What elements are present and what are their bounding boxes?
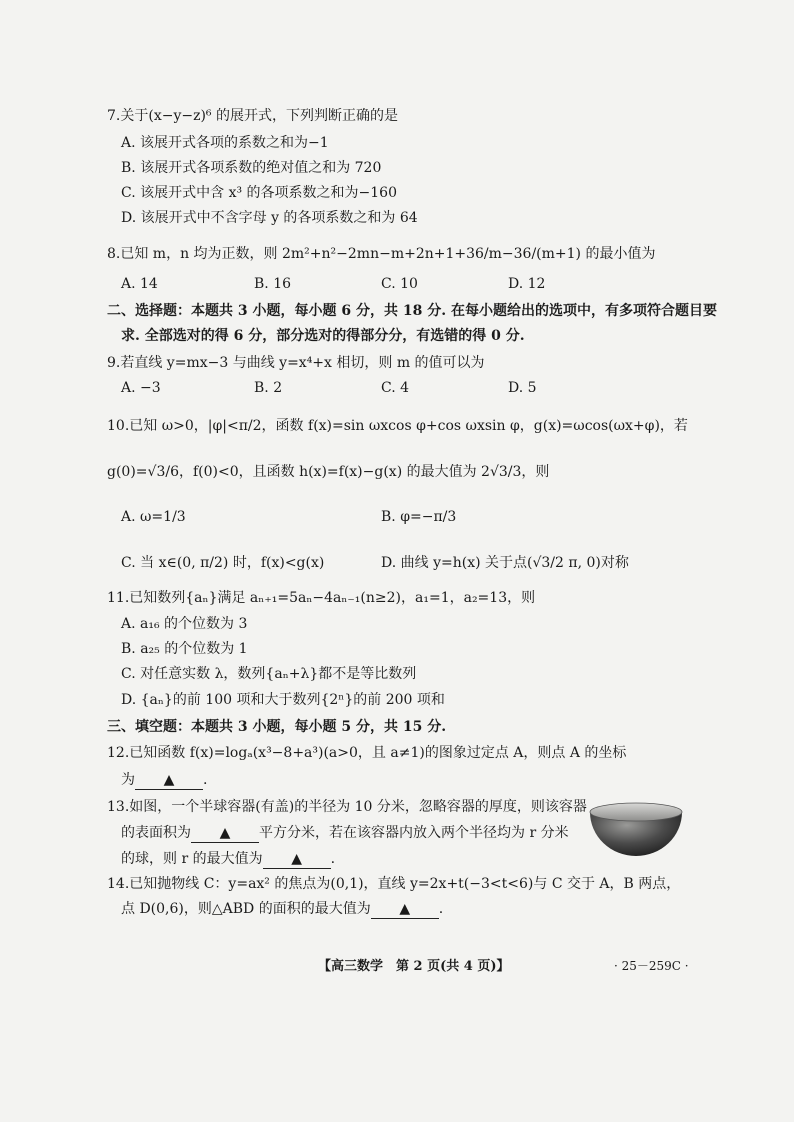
q10-option-a: A. ω=1/3: [121, 509, 186, 525]
q13-stem-line3: 的球，则 r 的最大值为 ▲ .: [121, 851, 336, 867]
q10-stem-line1: 10.已知 ω>0，|φ|<π/2，函数 f(x)=sin ωxcos φ+cos ωxsin φ，g(x)=ωcos(ωx+φ)，若: [107, 418, 688, 434]
q8-option-d: D. 12: [508, 276, 546, 292]
q8-option-b: B. 16: [254, 276, 292, 292]
q8-option-c: C. 10: [381, 276, 418, 292]
q9-option-d: D. 5: [508, 380, 537, 396]
answer-triangle-icon: ▲: [399, 901, 411, 917]
q8-stem: 8.已知 m，n 均为正数，则 2m²+n²−2mn−m+2n+1+36/m−36/(m+1) 的最小值为: [107, 246, 656, 262]
answer-triangle-icon: ▲: [219, 825, 231, 841]
q13-stem-line1: 13.如图，一个半球容器(有盖)的半径为 10 分米，忽略容器的厚度，则该容器: [107, 799, 587, 815]
q11-stem: 11.已知数列{aₙ}满足 aₙ₊₁=5aₙ−4aₙ₋₁(n≥2)，a₁=1，a₂=13，则: [107, 590, 536, 606]
q9-option-b: B. 2: [254, 380, 283, 396]
q13-stem-line2: 的表面积为 ▲ 平方分米，若在该容器内放入两个半径均为 r 分米: [121, 825, 569, 841]
q9-stem: 9.若直线 y=mx−3 与曲线 y=x⁴+x 相切，则 m 的值可以为: [107, 355, 485, 371]
q7-option-a: A. 该展开式各项的系数之和为−1: [121, 135, 329, 151]
q14-stem-line1: 14.已知抛物线 C：y=ax² 的焦点为(0,1)，直线 y=2x+t(−3<t<6)与 C 交于 A，B 两点，: [107, 876, 681, 892]
q13-answer-blank-2[interactable]: [263, 850, 331, 869]
q14-answer-blank[interactable]: [371, 900, 439, 919]
q10-option-d: D. 曲线 y=h(x) 关于点(√3/2 π, 0)对称: [381, 555, 629, 571]
q8-option-a: A. 14: [121, 276, 158, 292]
exam-code: · 25－259C ·: [614, 959, 689, 973]
q10-option-b: B. φ=−π/3: [381, 509, 457, 525]
hemisphere-container-figure: [588, 798, 684, 870]
q11-option-c: C. 对任意实数 λ，数列{aₙ+λ}都不是等比数列: [121, 666, 417, 682]
q10-stem-line2: g(0)=√3/6，f(0)<0，且函数 h(x)=f(x)−g(x) 的最大值为 2√3/3，则: [107, 464, 550, 480]
q14-stem-line2: 点 D(0,6)，则△ABD 的面积的最大值为 ▲ .: [121, 901, 444, 917]
q7-stem: 7.关于(x−y−z)⁶ 的展开式，下列判断正确的是: [107, 108, 398, 124]
q11-option-a: A. a₁₆ 的个位数为 3: [121, 616, 248, 632]
q11-option-d: D. {aₙ}的前 100 项和大于数列{2ⁿ}的前 200 项和: [121, 692, 445, 708]
answer-triangle-icon: ▲: [163, 772, 175, 788]
answer-triangle-icon: ▲: [291, 851, 302, 867]
q11-option-b: B. a₂₅ 的个位数为 1: [121, 641, 248, 657]
section2-heading: 二、选择题：本题共 3 小题，每小题 6 分，共 18 分. 在每小题给出的选项中，有多项符合题目要: [107, 303, 717, 319]
q13-answer-blank-1[interactable]: [191, 824, 259, 843]
q9-option-a: A. −3: [121, 380, 161, 396]
q12-stem-line1: 12.已知函数 f(x)=logₐ(x³−8+a³)(a>0，且 a≠1)的图象过定点 A，则点 A 的坐标: [107, 745, 627, 761]
q12-answer-blank[interactable]: [135, 771, 203, 790]
page-footer: 【高三数学 第 2 页(共 4 页)】: [318, 959, 510, 974]
q7-option-b: B. 该展开式各项系数的绝对值之和为 720: [121, 160, 382, 176]
q12-stem-line2: 为 ▲ .: [121, 772, 208, 788]
section2-instructions: 求. 全部选对的得 6 分，部分选对的得部分分，有选错的得 0 分.: [121, 328, 525, 344]
q8-options: [0, 274, 700, 294]
q7-option-c: C. 该展开式中含 x³ 的各项系数之和为−160: [121, 185, 397, 201]
q9-option-c: C. 4: [381, 380, 410, 396]
q10-option-c: C. 当 x∈(0, π/2) 时，f(x)<g(x): [121, 555, 325, 571]
section3-heading: 三、填空题：本题共 3 小题，每小题 5 分，共 15 分.: [107, 719, 447, 735]
q9-options: [0, 378, 700, 398]
q7-option-d: D. 该展开式中不含字母 y 的各项系数之和为 64: [121, 210, 418, 226]
